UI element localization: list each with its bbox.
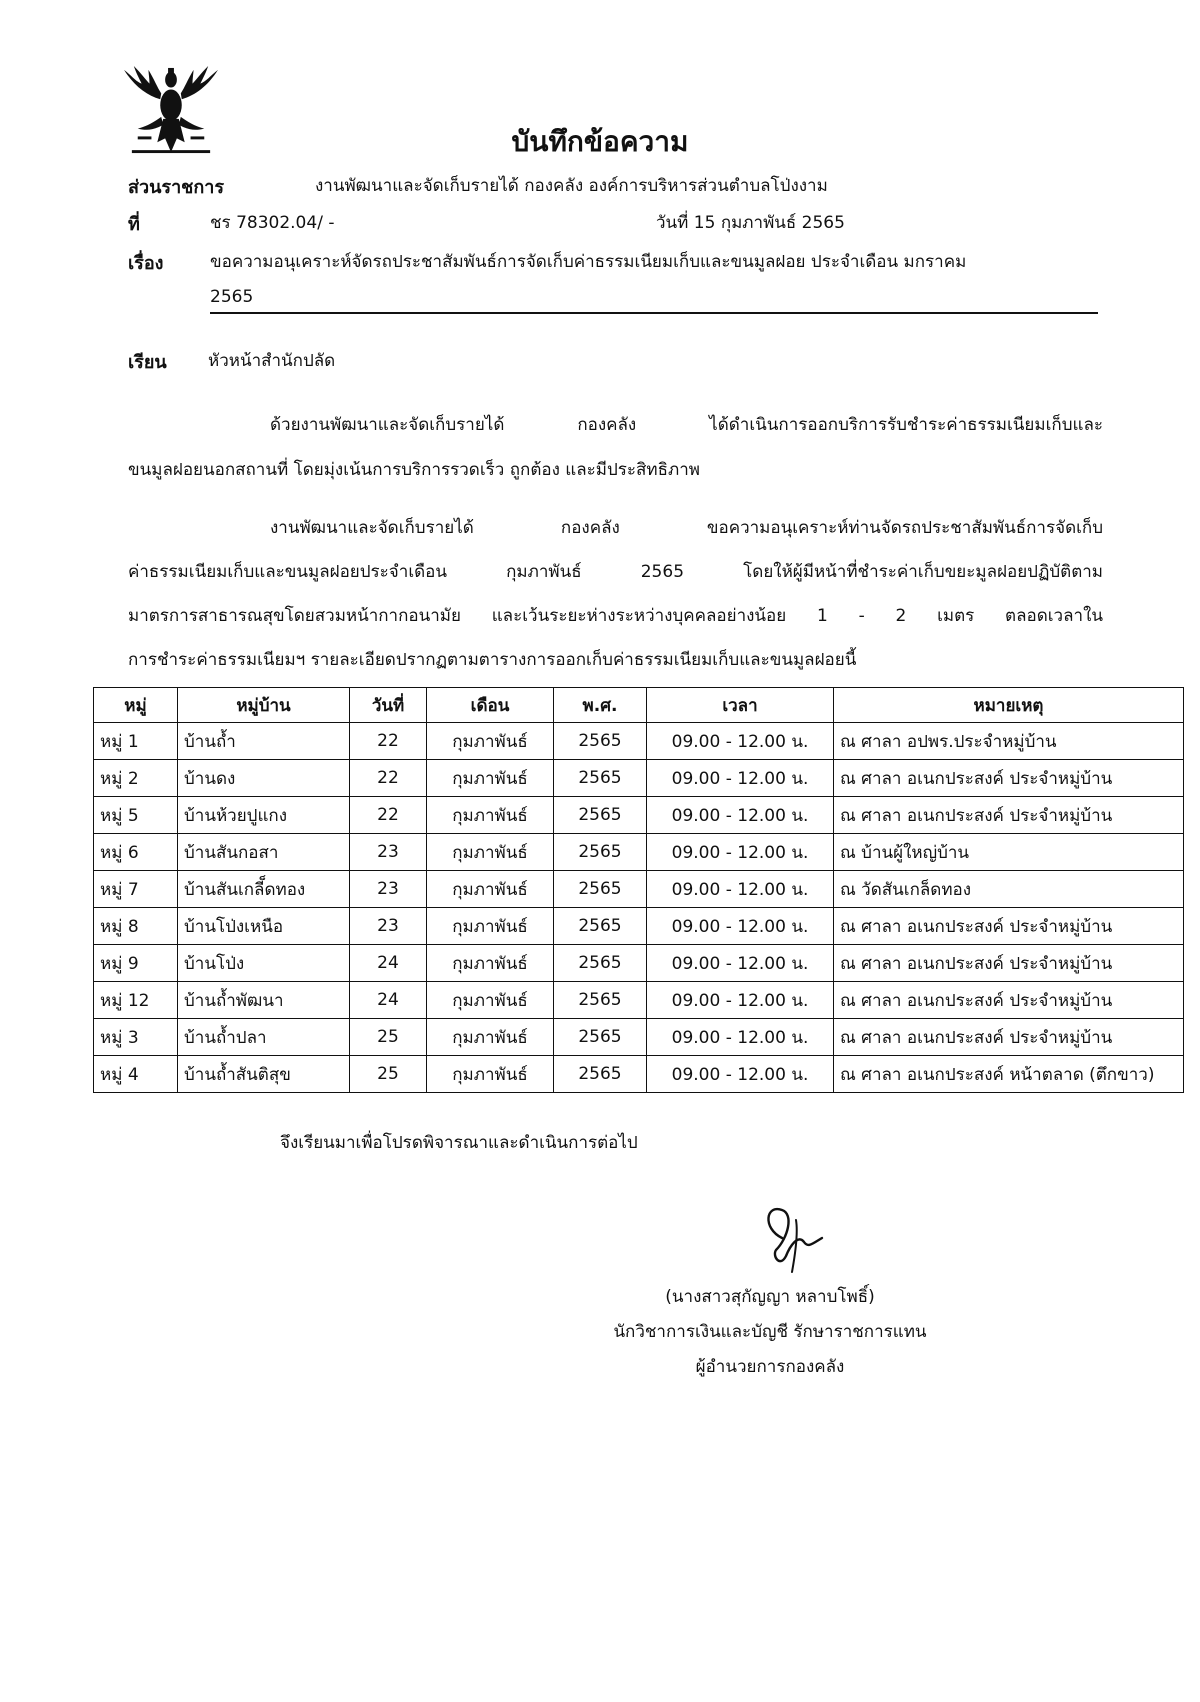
cell-year: 2565 — [554, 760, 647, 797]
paragraph-2-line-3: มาตรการสาธารณสุขโดยสวมหน้ากากอนามัย และเว้นระยะห่างระหว่างบุคคลอย่างน้อย 1 - 2 เมตร ตลอดเวลาใน — [128, 606, 1103, 626]
closing-statement: จึงเรียนมาเพื่อโปรดพิจารณาและดำเนินการต่อไป — [280, 1133, 638, 1153]
table-row — [94, 982, 1184, 1019]
cell-village: บ้านโป่ง — [178, 945, 350, 982]
table-row — [94, 871, 1184, 908]
document-date: วันที่ 15 กุมภาพันธ์ 2565 — [656, 213, 845, 233]
cell-month: กุมภาพันธ์ — [427, 982, 554, 1019]
cell-moo: หมู่ 5 — [94, 797, 178, 834]
document-title: บันทึกข้อความ — [511, 125, 689, 158]
cell-year: 2565 — [554, 834, 647, 871]
cell-remark: ณ วัดสันเกล็ดทอง — [834, 871, 1184, 908]
agency-value: งานพัฒนาและจัดเก็บรายได้ กองคลัง องค์การบริหารส่วนตำบลโป่งงาม — [315, 176, 828, 196]
recipient-value: หัวหน้าสำนักปลัด — [208, 351, 336, 371]
cell-remark: ณ ศาลา อเนกประสงค์ หน้าตลาด (ตึกขาว) — [834, 1056, 1184, 1093]
cell-day: 22 — [350, 723, 427, 760]
cell-remark: ณ ศาลา อเนกประสงค์ ประจำหมู่บ้าน — [834, 982, 1184, 1019]
cell-time: 09.00 - 12.00 น. — [647, 945, 834, 982]
cell-time: 09.00 - 12.00 น. — [647, 723, 834, 760]
cell-year: 2565 — [554, 871, 647, 908]
cell-month: กุมภาพันธ์ — [427, 797, 554, 834]
cell-moo: หมู่ 3 — [94, 1019, 178, 1056]
cell-village: บ้านห้วยปูแกง — [178, 797, 350, 834]
cell-year: 2565 — [554, 1056, 647, 1093]
paragraph-1-line-1: ด้วยงานพัฒนาและจัดเก็บรายได้ กองคลัง ได้ดำเนินการออกบริการรับชำระค่าธรรมเนียมเก็บและ — [270, 415, 1103, 435]
cell-day: 23 — [350, 834, 427, 871]
header-village: หมู่บ้าน — [178, 688, 350, 723]
handwritten-signature — [752, 1198, 832, 1274]
header-year: พ.ศ. — [554, 688, 647, 723]
cell-month: กุมภาพันธ์ — [427, 871, 554, 908]
header-divider — [210, 312, 1098, 314]
signatory-role: ผู้อำนวยการกองคลัง — [695, 1357, 845, 1377]
cell-year: 2565 — [554, 1019, 647, 1056]
cell-month: กุมภาพันธ์ — [427, 723, 554, 760]
cell-village: บ้านถ้ำปลา — [178, 1019, 350, 1056]
cell-day: 22 — [350, 797, 427, 834]
cell-time: 09.00 - 12.00 น. — [647, 834, 834, 871]
table-row — [94, 945, 1184, 982]
paragraph-2-line-1: งานพัฒนาและจัดเก็บรายได้ กองคลัง ขอความอนุเคราะห์ท่านจัดรถประชาสัมพันธ์การจัดเก็บ — [270, 518, 1103, 538]
cell-village: บ้านดง — [178, 760, 350, 797]
cell-time: 09.00 - 12.00 น. — [647, 1019, 834, 1056]
cell-time: 09.00 - 12.00 น. — [647, 908, 834, 945]
cell-time: 09.00 - 12.00 น. — [647, 871, 834, 908]
header-time: เวลา — [647, 688, 834, 723]
cell-remark: ณ ศาลา อเนกประสงค์ ประจำหมู่บ้าน — [834, 945, 1184, 982]
cell-day: 24 — [350, 945, 427, 982]
subject-line-2: 2565 — [210, 287, 254, 307]
cell-month: กุมภาพันธ์ — [427, 834, 554, 871]
cell-day: 24 — [350, 982, 427, 1019]
table-row — [94, 908, 1184, 945]
cell-remark: ณ บ้านผู้ใหญ่บ้าน — [834, 834, 1184, 871]
cell-day: 25 — [350, 1056, 427, 1093]
header-moo: หมู่ — [94, 688, 178, 723]
cell-time: 09.00 - 12.00 น. — [647, 797, 834, 834]
table-header-row — [94, 688, 1184, 723]
table-row — [94, 797, 1184, 834]
cell-moo: หมู่ 8 — [94, 908, 178, 945]
cell-moo: หมู่ 9 — [94, 945, 178, 982]
cell-day: 22 — [350, 760, 427, 797]
paragraph-2-line-2: ค่าธรรมเนียมเก็บและขนมูลฝอยประจำเดือน กุมภาพันธ์ 2565 โดยให้ผู้มีหน้าที่ชำระค่าเก็บขยะมูลฝอยปฏิบัติตาม — [128, 562, 1103, 582]
cell-day: 23 — [350, 871, 427, 908]
cell-day: 23 — [350, 908, 427, 945]
table-row — [94, 760, 1184, 797]
cell-year: 2565 — [554, 797, 647, 834]
cell-village: บ้านสันกอสา — [178, 834, 350, 871]
table-row — [94, 723, 1184, 760]
cell-remark: ณ ศาลา อเนกประสงค์ ประจำหมู่บ้าน — [834, 1019, 1184, 1056]
cell-day: 25 — [350, 1019, 427, 1056]
cell-year: 2565 — [554, 908, 647, 945]
cell-time: 09.00 - 12.00 น. — [647, 1056, 834, 1093]
agency-label: ส่วนราชการ — [128, 177, 225, 198]
cell-remark: ณ ศาลา อเนกประสงค์ ประจำหมู่บ้าน — [834, 908, 1184, 945]
cell-month: กุมภาพันธ์ — [427, 760, 554, 797]
cell-year: 2565 — [554, 982, 647, 1019]
cell-month: กุมภาพันธ์ — [427, 1019, 554, 1056]
cell-moo: หมู่ 7 — [94, 871, 178, 908]
table-row — [94, 1056, 1184, 1093]
cell-year: 2565 — [554, 723, 647, 760]
table-row — [94, 1019, 1184, 1056]
paragraph-1-line-2: ขนมูลฝอยนอกสถานที่ โดยมุ่งเน้นการบริการรวดเร็ว ถูกต้อง และมีประสิทธิภาพ — [128, 460, 700, 480]
cell-time: 09.00 - 12.00 น. — [647, 760, 834, 797]
cell-moo: หมู่ 6 — [94, 834, 178, 871]
cell-month: กุมภาพันธ์ — [427, 908, 554, 945]
header-day: วันที่ — [350, 688, 427, 723]
cell-village: บ้านถ้ำสันติสุข — [178, 1056, 350, 1093]
reference-label: ที่ — [128, 214, 140, 235]
cell-moo: หมู่ 2 — [94, 760, 178, 797]
cell-moo: หมู่ 1 — [94, 723, 178, 760]
cell-village: บ้านสันเกลี็ดทอง — [178, 871, 350, 908]
paragraph-2-line-4: การชำระค่าธรรมเนียมฯ รายละเอียดปรากฏตามตารางการออกเก็บค่าธรรมเนียมเก็บและขนมูลฝอยนี้ — [128, 650, 857, 670]
collection-schedule-table — [93, 687, 1184, 1093]
table-row — [94, 834, 1184, 871]
header-month: เดือน — [427, 688, 554, 723]
subject-line-1: ขอความอนุเคราะห์จัดรถประชาสัมพันธ์การจัดเก็บค่าธรรมเนียมเก็บและขนมูลฝอย ประจำเดือน มกราคม — [210, 252, 967, 272]
cell-remark: ณ ศาลา อเนกประสงค์ ประจำหมู่บ้าน — [834, 760, 1184, 797]
cell-remark: ณ ศาลา อเนกประสงค์ ประจำหมู่บ้าน — [834, 797, 1184, 834]
cell-village: บ้านถ้ำพัฒนา — [178, 982, 350, 1019]
signatory-name: (นางสาวสุกัญญา หลาบโพธิ์) — [665, 1287, 875, 1307]
header-remark: หมายเหตุ — [834, 688, 1184, 723]
cell-village: บ้านถ้ำ — [178, 723, 350, 760]
cell-village: บ้านโป่งเหนือ — [178, 908, 350, 945]
reference-value: ชร 78302.04/ - — [210, 213, 335, 233]
recipient-label: เรียน — [128, 352, 167, 373]
cell-remark: ณ ศาลา อปพร.ประจำหมู่บ้าน — [834, 723, 1184, 760]
subject-label: เรื่อง — [128, 253, 164, 274]
cell-time: 09.00 - 12.00 น. — [647, 982, 834, 1019]
cell-month: กุมภาพันธ์ — [427, 1056, 554, 1093]
cell-moo: หมู่ 12 — [94, 982, 178, 1019]
cell-moo: หมู่ 4 — [94, 1056, 178, 1093]
signatory-position: นักวิชาการเงินและบัญชี รักษาราชการแทน — [613, 1322, 927, 1342]
cell-year: 2565 — [554, 945, 647, 982]
cell-month: กุมภาพันธ์ — [427, 945, 554, 982]
